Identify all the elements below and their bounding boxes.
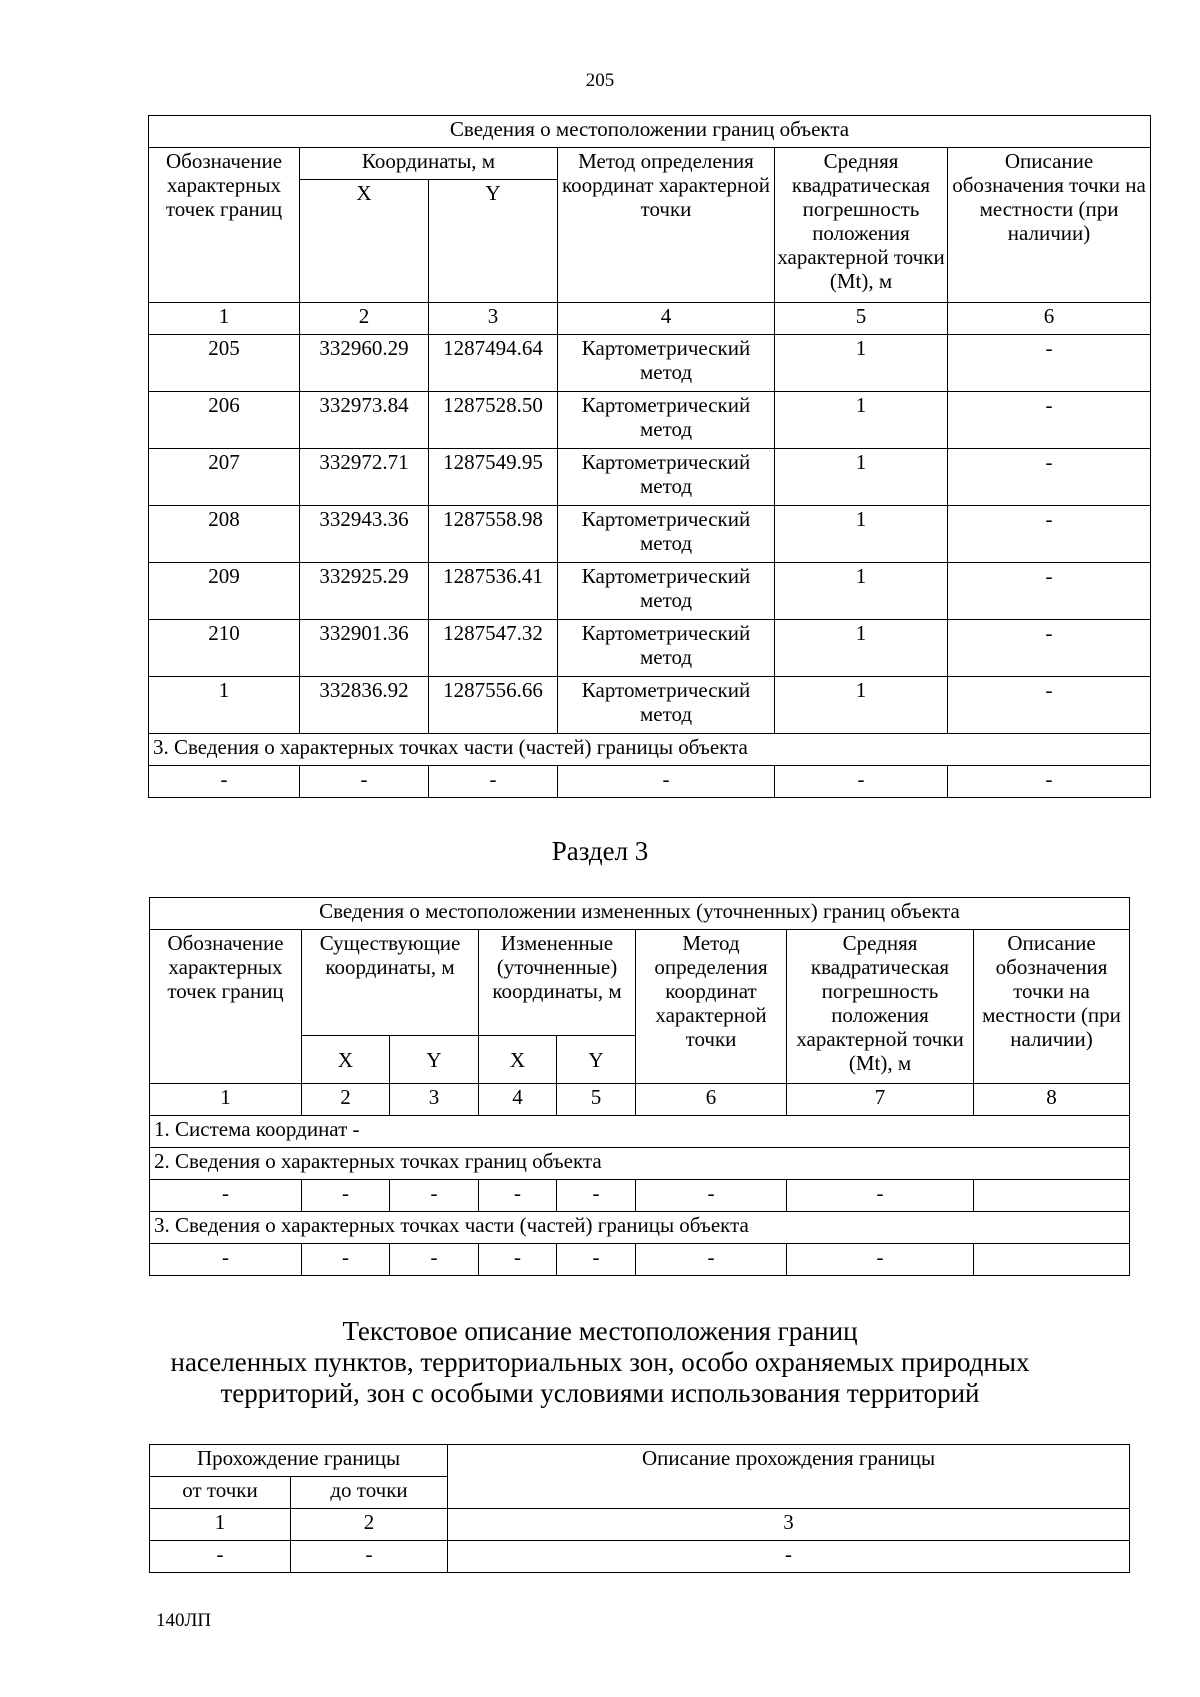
column-number: 8 [974,1084,1130,1116]
header-method: Метод определения координат характерной точки [558,148,775,303]
column-number: 3 [429,303,558,335]
description: - [948,449,1151,506]
text-description-heading [100,1316,1100,1409]
heading-line: Текстовое описание местоположения границ [342,1316,858,1346]
column-number: 2 [300,303,429,335]
point-id: 1 [149,677,300,734]
heading-line: территорий, зон с особыми условиями использования территорий [220,1378,980,1408]
description: - [948,563,1151,620]
method: Картометрический метод [558,335,775,392]
method: Картометрический метод [558,449,775,506]
table-row [150,1244,1130,1276]
column-number: 1 [150,1509,291,1541]
table-row [149,677,1151,734]
coord-y: 1287556.66 [429,677,558,734]
accuracy: 1 [775,506,948,563]
table-title: Сведения о местоположении измененных (уточненных) границ объекта [150,898,1130,930]
coord-x: 332925.29 [300,563,429,620]
table-cell: - [557,1180,636,1212]
header-coordinates: Координаты, м [300,148,558,180]
parts-heading: 3. Сведения о характерных точках части (частей) границы объекта [149,734,1151,766]
column-number: 2 [291,1509,448,1541]
coord-y: 1287528.50 [429,392,558,449]
table-row [149,392,1151,449]
coord-x: 332972.71 [300,449,429,506]
table-cell: - [558,766,775,798]
table-title: Сведения о местоположении границ объекта [149,116,1151,148]
table-cell [974,1180,1130,1212]
table-cell: - [948,766,1151,798]
point-id: 205 [149,335,300,392]
table-cell: - [636,1180,787,1212]
header-accuracy: Средняя квадратическая погрешность положения характерной точки (Mt), м [787,930,974,1084]
point-id: 208 [149,506,300,563]
table-row [149,563,1151,620]
column-number: 3 [390,1084,479,1116]
coord-x: 332901.36 [300,620,429,677]
table-cell: - [787,1180,974,1212]
header-method: Метод определения координат характерной точки [636,930,787,1084]
coord-x: 332960.29 [300,335,429,392]
accuracy: 1 [775,335,948,392]
coordinate-system-row: 1. Система координат - [150,1116,1130,1148]
column-number: 6 [636,1084,787,1116]
accuracy: 1 [775,449,948,506]
column-number: 6 [948,303,1151,335]
header-x: X [302,1036,390,1084]
heading-line: населенных пунктов, территориальных зон, особо охраняемых природных [170,1347,1030,1377]
table-cell: - [479,1244,557,1276]
description: - [948,620,1151,677]
table-cell: - [636,1244,787,1276]
column-number: 2 [302,1084,390,1116]
header-designation: Обозначение характерных точек границ [150,930,302,1084]
header-passage-description: Описание прохождения границы [448,1445,1130,1509]
column-number: 5 [557,1084,636,1116]
table-cell: - [775,766,948,798]
page-number: 205 [585,70,615,91]
header-y: Y [429,180,558,303]
header-designation: Обозначение характерных точек границ [149,148,300,303]
description: - [948,677,1151,734]
coord-y: 1287558.98 [429,506,558,563]
header-accuracy: Средняя квадратическая погрешность положения характерной точки (Mt), м [775,148,948,303]
method: Картометрический метод [558,506,775,563]
point-id: 209 [149,563,300,620]
column-number: 4 [558,303,775,335]
coord-x: 332836.92 [300,677,429,734]
description: - [948,335,1151,392]
header-y: Y [390,1036,479,1084]
method: Картометрический метод [558,563,775,620]
description: - [948,506,1151,563]
table-cell: - [300,766,429,798]
header-from-point: от точки [150,1477,291,1509]
point-id: 207 [149,449,300,506]
boundary-points-heading: 2. Сведения о характерных точках границ объекта [150,1148,1130,1180]
document-code: 140ЛП [156,1610,212,1631]
coord-x: 332943.36 [300,506,429,563]
table-row [150,1180,1130,1212]
header-description: Описание обозначения точки на местности (при наличии) [974,930,1130,1084]
table-cell: - [787,1244,974,1276]
coord-y: 1287494.64 [429,335,558,392]
header-passage: Прохождение границы [150,1445,448,1477]
header-x: X [479,1036,557,1084]
table-cell: - [302,1180,390,1212]
header-to-point: до точки [291,1477,448,1509]
parts-heading: 3. Сведения о характерных точках части (частей) границы объекта [150,1212,1130,1244]
column-number: 5 [775,303,948,335]
table-row [149,506,1151,563]
column-number: 7 [787,1084,974,1116]
table-cell: - [291,1541,448,1573]
method: Картометрический метод [558,677,775,734]
changed-boundaries-table [149,897,1130,1276]
coord-y: 1287549.95 [429,449,558,506]
table-cell: - [150,1541,291,1573]
header-changed-coordinates: Измененные (уточненные) координаты, м [479,930,636,1036]
table-cell: - [448,1541,1130,1573]
method: Картометрический метод [558,620,775,677]
method: Картометрический метод [558,392,775,449]
point-id: 206 [149,392,300,449]
accuracy: 1 [775,563,948,620]
header-y: Y [557,1036,636,1084]
table-cell [974,1244,1130,1276]
column-number: 4 [479,1084,557,1116]
table-cell: - [390,1244,479,1276]
table-cell: - [302,1244,390,1276]
header-x: X [300,180,429,303]
table-cell: - [390,1180,479,1212]
table-row [149,620,1151,677]
coord-y: 1287536.41 [429,563,558,620]
boundary-points-table [148,115,1151,798]
coord-y: 1287547.32 [429,620,558,677]
table-cell: - [479,1180,557,1212]
table-row [149,449,1151,506]
section-title: Раздел 3 [551,836,649,866]
description: - [948,392,1151,449]
table-cell: - [429,766,558,798]
table-cell: - [150,1180,302,1212]
column-number: 3 [448,1509,1130,1541]
point-id: 210 [149,620,300,677]
table-row [149,766,1151,798]
column-number: 1 [149,303,300,335]
accuracy: 1 [775,392,948,449]
table-cell: - [150,1244,302,1276]
accuracy: 1 [775,620,948,677]
column-number: 1 [150,1084,302,1116]
header-existing-coordinates: Существующие координаты, м [302,930,479,1036]
table-cell: - [149,766,300,798]
table-cell: - [557,1244,636,1276]
table-row [149,335,1151,392]
accuracy: 1 [775,677,948,734]
header-description: Описание обозначения точки на местности (при наличии) [948,148,1151,303]
coord-x: 332973.84 [300,392,429,449]
boundary-passage-table [149,1444,1130,1573]
table-row [150,1541,1130,1573]
